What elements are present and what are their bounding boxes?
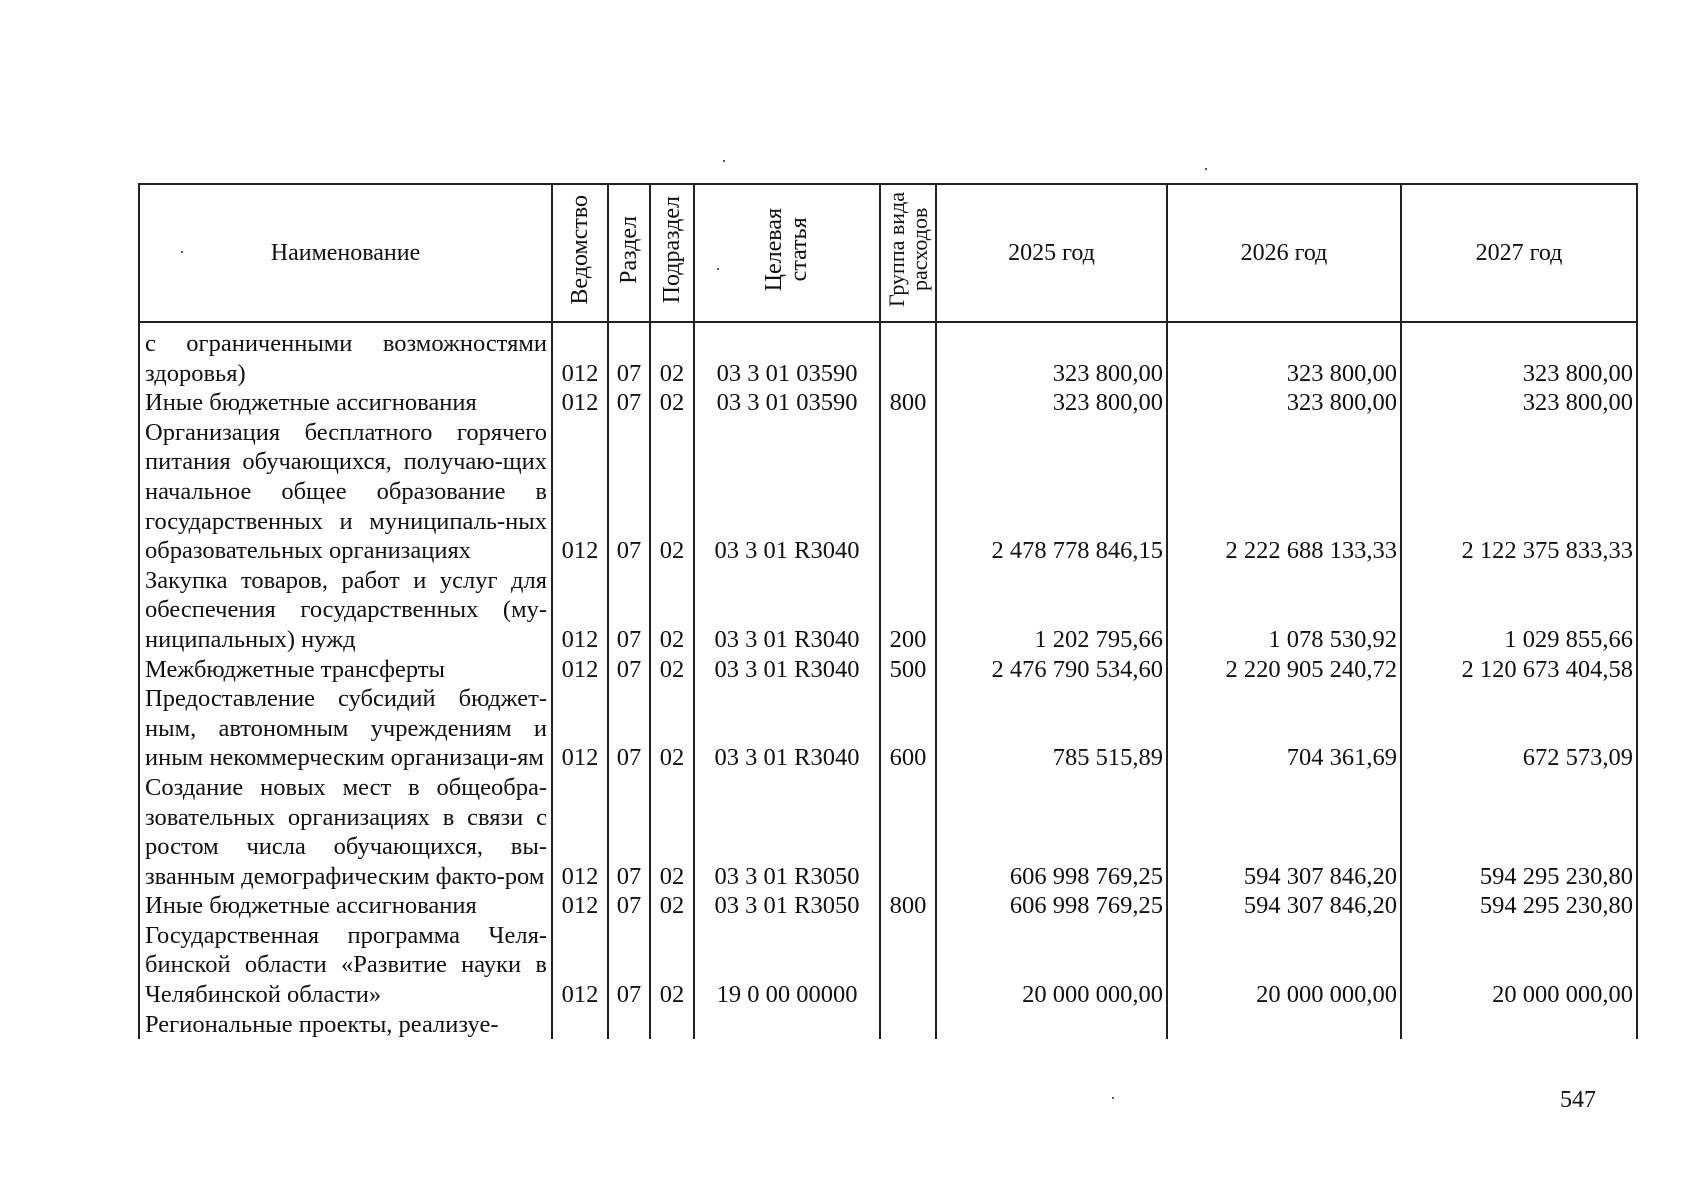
- cell-vedomstvo: [552, 1010, 608, 1040]
- cell-razdel: 07: [608, 566, 650, 655]
- cell-year-2027: 2 122 375 833,33: [1401, 418, 1637, 566]
- cell-celevaya-statya: 03 3 01 R3040: [694, 655, 880, 685]
- cell-celevaya-statya: 03 3 01 R3040: [694, 566, 880, 655]
- cell-razdel: 07: [608, 684, 650, 773]
- cell-vedomstvo: 012: [552, 418, 608, 566]
- table-row: [139, 655, 1637, 685]
- cell-name: Государственная программа Челя-бинской области «Развитие науки в Челябинской области»: [139, 921, 552, 1010]
- cell-name: Предоставление субсидий бюджет-ным, автономным учреждениям и иным некоммерческим организаци-ям: [139, 684, 552, 773]
- cell-year-2026: 323 800,00: [1167, 388, 1401, 418]
- cell-celevaya-statya: 03 3 01 R3040: [694, 418, 880, 566]
- cell-year-2027: 323 800,00: [1401, 388, 1637, 418]
- scan-speck: [717, 268, 719, 270]
- cell-celevaya-statya: 03 3 01 03590: [694, 322, 880, 388]
- cell-gruppa: 200: [880, 566, 936, 655]
- cell-gruppa: 800: [880, 891, 936, 921]
- table-row: [139, 566, 1637, 655]
- cell-gruppa: 500: [880, 655, 936, 685]
- cell-podrazdel: 02: [650, 418, 694, 566]
- cell-razdel: 07: [608, 418, 650, 566]
- table-row: [139, 322, 1637, 388]
- table-row: [139, 684, 1637, 773]
- cell-gruppa: 800: [880, 388, 936, 418]
- cell-year-2027: 2 120 673 404,58: [1401, 655, 1637, 685]
- cell-year-2027: 672 573,09: [1401, 684, 1637, 773]
- cell-podrazdel: 02: [650, 684, 694, 773]
- cell-gruppa: [880, 921, 936, 1010]
- cell-razdel: 07: [608, 773, 650, 891]
- table-row: [139, 891, 1637, 921]
- cell-year-2025: 2 478 778 846,15: [936, 418, 1167, 566]
- cell-vedomstvo: 012: [552, 322, 608, 388]
- cell-celevaya-statya: 03 3 01 R3040: [694, 684, 880, 773]
- cell-vedomstvo: 012: [552, 388, 608, 418]
- scan-speck: [181, 251, 183, 253]
- cell-vedomstvo: 012: [552, 566, 608, 655]
- cell-gruppa: [880, 773, 936, 891]
- table-row: [139, 418, 1637, 566]
- header-year-2026: 2026 год: [1167, 184, 1401, 322]
- cell-vedomstvo: 012: [552, 773, 608, 891]
- cell-year-2026: 1 078 530,92: [1167, 566, 1401, 655]
- cell-razdel: [608, 1010, 650, 1040]
- cell-year-2025: 606 998 769,25: [936, 773, 1167, 891]
- cell-name: Иные бюджетные ассигнования: [139, 891, 552, 921]
- cell-year-2027: 20 000 000,00: [1401, 921, 1637, 1010]
- budget-table: [138, 183, 1638, 1039]
- cell-year-2025: 785 515,89: [936, 684, 1167, 773]
- table-body: [139, 322, 1637, 1039]
- cell-gruppa: [880, 1010, 936, 1040]
- cell-podrazdel: [650, 1010, 694, 1040]
- header-razdel: Раздел: [608, 184, 650, 322]
- cell-celevaya-statya: [694, 1010, 880, 1040]
- cell-vedomstvo: 012: [552, 655, 608, 685]
- cell-name: Создание новых мест в общеобра-зовательных организациях в связи с ростом числа обучающихся, вы-званным демографическим факто-ром: [139, 773, 552, 891]
- cell-gruppa: [880, 418, 936, 566]
- cell-year-2027: 323 800,00: [1401, 322, 1637, 388]
- cell-razdel: 07: [608, 655, 650, 685]
- cell-year-2025: 323 800,00: [936, 322, 1167, 388]
- cell-year-2025: 606 998 769,25: [936, 891, 1167, 921]
- cell-name: Организация бесплатного горячего питания обучающихся, получаю-щих начальное общее образование в государственных и муниципаль-ных образовательных организациях: [139, 418, 552, 566]
- cell-celevaya-statya: 03 3 01 R3050: [694, 773, 880, 891]
- cell-gruppa: [880, 322, 936, 388]
- table-header-row: [139, 184, 1637, 322]
- cell-celevaya-statya: 03 3 01 03590: [694, 388, 880, 418]
- cell-razdel: 07: [608, 388, 650, 418]
- page-number: 547: [1560, 1087, 1596, 1113]
- header-name: Наименование: [139, 184, 552, 322]
- cell-year-2027: [1401, 1010, 1637, 1040]
- table-row: [139, 921, 1637, 1010]
- cell-podrazdel: 02: [650, 773, 694, 891]
- header-podrazdel: Подраздел: [650, 184, 694, 322]
- header-year-2027: 2027 год: [1401, 184, 1637, 322]
- cell-podrazdel: 02: [650, 921, 694, 1010]
- cell-name: Межбюджетные трансферты: [139, 655, 552, 685]
- cell-year-2026: [1167, 1010, 1401, 1040]
- cell-vedomstvo: 012: [552, 684, 608, 773]
- table-row: [139, 1010, 1637, 1040]
- table-row: [139, 773, 1637, 891]
- cell-year-2027: 1 029 855,66: [1401, 566, 1637, 655]
- cell-year-2025: 323 800,00: [936, 388, 1167, 418]
- cell-celevaya-statya: 03 3 01 R3050: [694, 891, 880, 921]
- cell-name: Закупка товаров, работ и услуг для обеспечения государственных (му-ниципальных) нужд: [139, 566, 552, 655]
- cell-year-2027: 594 295 230,80: [1401, 891, 1637, 921]
- cell-year-2026: 2 220 905 240,72: [1167, 655, 1401, 685]
- cell-razdel: 07: [608, 322, 650, 388]
- cell-vedomstvo: 012: [552, 891, 608, 921]
- header-vedomstvo: Ведомство: [552, 184, 608, 322]
- cell-year-2026: 323 800,00: [1167, 322, 1401, 388]
- scan-speck: [723, 160, 725, 162]
- header-gruppa-vida-rashodov: Группа вида расходов: [880, 184, 936, 322]
- cell-podrazdel: 02: [650, 891, 694, 921]
- scan-speck: [1205, 168, 1207, 170]
- cell-year-2026: 594 307 846,20: [1167, 891, 1401, 921]
- cell-razdel: 07: [608, 921, 650, 1010]
- cell-podrazdel: 02: [650, 566, 694, 655]
- cell-year-2026: 20 000 000,00: [1167, 921, 1401, 1010]
- cell-podrazdel: 02: [650, 388, 694, 418]
- cell-name: с ограниченными возможностями здоровья): [139, 322, 552, 388]
- header-celevaya-statya: Целевая статья: [694, 184, 880, 322]
- cell-year-2026: 704 361,69: [1167, 684, 1401, 773]
- scan-speck: [1112, 1097, 1114, 1099]
- cell-year-2025: 1 202 795,66: [936, 566, 1167, 655]
- cell-razdel: 07: [608, 891, 650, 921]
- cell-year-2025: 2 476 790 534,60: [936, 655, 1167, 685]
- cell-podrazdel: 02: [650, 322, 694, 388]
- cell-vedomstvo: 012: [552, 921, 608, 1010]
- cell-name: Региональные проекты, реализуе-: [139, 1010, 552, 1040]
- cell-year-2027: 594 295 230,80: [1401, 773, 1637, 891]
- cell-celevaya-statya: 19 0 00 00000: [694, 921, 880, 1010]
- header-year-2025: 2025 год: [936, 184, 1167, 322]
- cell-podrazdel: 02: [650, 655, 694, 685]
- cell-year-2026: 594 307 846,20: [1167, 773, 1401, 891]
- cell-year-2026: 2 222 688 133,33: [1167, 418, 1401, 566]
- table-row: [139, 388, 1637, 418]
- cell-year-2025: 20 000 000,00: [936, 921, 1167, 1010]
- cell-name: Иные бюджетные ассигнования: [139, 388, 552, 418]
- cell-year-2025: [936, 1010, 1167, 1040]
- cell-gruppa: 600: [880, 684, 936, 773]
